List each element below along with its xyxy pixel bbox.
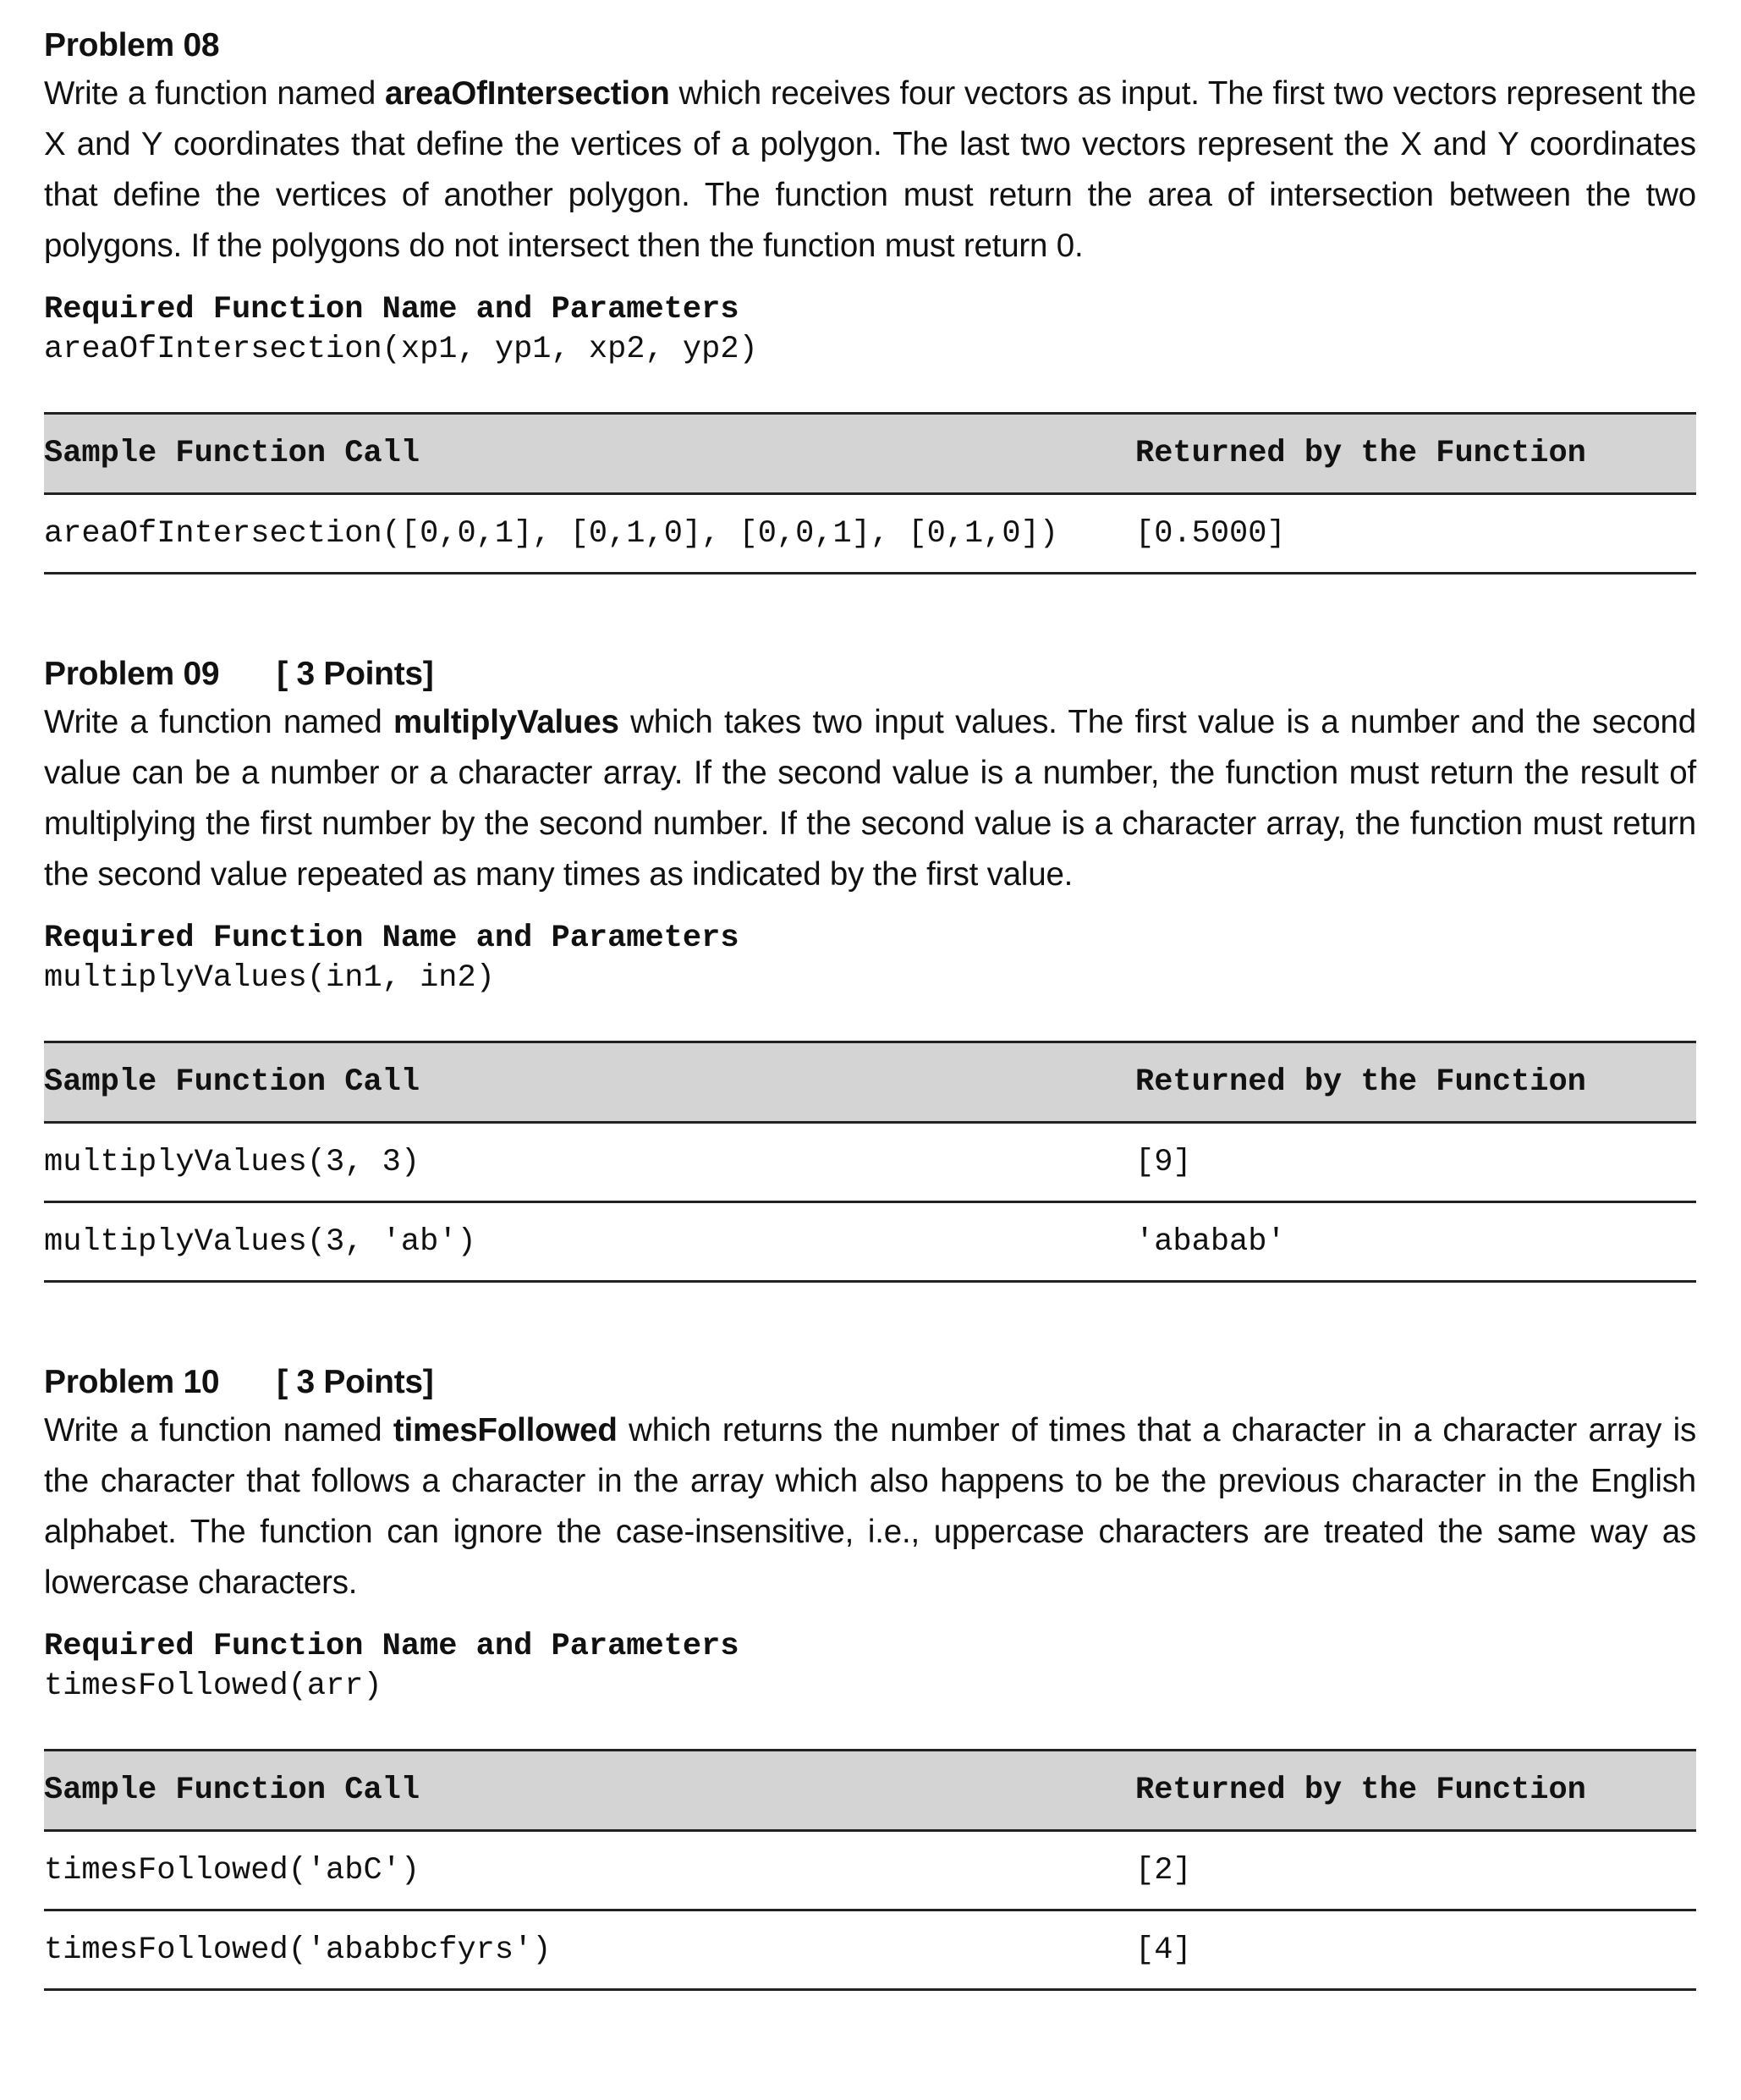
function-name: timesFollowed [393, 1412, 618, 1449]
table-row [44, 494, 1696, 574]
problem-title: Problem 10 [44, 1364, 220, 1400]
problem-description [44, 697, 1696, 900]
column-header-return: Returned by the Function [1135, 1042, 1696, 1123]
sample-table [44, 1041, 1696, 1283]
sample-return-cell: [4] [1135, 1910, 1696, 1990]
sample-return-cell: [9] [1135, 1123, 1696, 1202]
function-name: multiplyValues [393, 704, 619, 740]
problem-title: Problem 09 [44, 656, 220, 692]
document-page [44, 22, 1696, 1991]
table-header-row [44, 1042, 1696, 1123]
column-header-return: Returned by the Function [1135, 414, 1696, 494]
description-text: Write a function named [44, 1412, 393, 1449]
function-signature: multiplyValues(in1, in2) [44, 960, 495, 996]
table-row [44, 1910, 1696, 1990]
sample-table [44, 1749, 1696, 1991]
table-row [44, 1831, 1696, 1910]
table-row [44, 1202, 1696, 1282]
table-header-row [44, 1751, 1696, 1831]
problem-points: [ 3 Points] [277, 1364, 434, 1400]
problem-08 [44, 22, 1696, 574]
description-text: Write a function named [44, 75, 385, 112]
function-signature: areaOfIntersection(xp1, yp1, xp2, yp2) [44, 332, 758, 367]
column-header-call: Sample Function Call [44, 1751, 1135, 1831]
required-label: Required Function Name and Parameters [44, 292, 739, 327]
description-text: which takes two input values. The first value is a number and the second value can be a number or a character array. If the second value is a number, the function must return the result of multiplying the first number by the second number. If the second value is a character array, the function must return the second value repeated as many times as indicated by the first value. [44, 704, 1696, 893]
description-text: Write a function named [44, 704, 393, 740]
sample-return-cell: 'ababab' [1135, 1202, 1696, 1282]
function-signature: timesFollowed(arr) [44, 1668, 382, 1704]
column-header-call: Sample Function Call [44, 1042, 1135, 1123]
problem-09 [44, 651, 1696, 1283]
problem-points: [ 3 Points] [277, 656, 434, 692]
column-header-call: Sample Function Call [44, 414, 1135, 494]
required-label: Required Function Name and Parameters [44, 1629, 739, 1664]
column-header-return: Returned by the Function [1135, 1751, 1696, 1831]
function-name: areaOfIntersection [384, 75, 670, 112]
problem-title: Problem 08 [44, 27, 220, 63]
sample-return-cell: [2] [1135, 1831, 1696, 1910]
problem-header [44, 22, 1696, 69]
sample-call-cell: multiplyValues(3, 3) [44, 1123, 1135, 1202]
description-text: which receives four vectors as input. The first two vectors represent the X and Y coordinates that define the vertices of a polygon. The last two vectors represent the X and Y coordinates that define the vertices of another polygon. The function must return the area of intersection between the two polygons. If the polygons do not intersect then the function must return 0. [44, 75, 1696, 264]
problem-10 [44, 1359, 1696, 1991]
problem-description [44, 69, 1696, 272]
table-row [44, 1123, 1696, 1202]
description-text: which returns the number of times that a character in a character array is the character that follows a character in the array which also happens to be the previous character in the English alphabet. The function can ignore the case-insensitive, i.e., uppercase characters are treated the same way as lowercase characters. [44, 1412, 1696, 1601]
sample-return-cell: [0.5000] [1135, 494, 1696, 574]
table-header-row [44, 414, 1696, 494]
problem-header [44, 651, 1696, 697]
sample-call-cell: timesFollowed('ababbcfyrs') [44, 1910, 1135, 1990]
problem-header [44, 1359, 1696, 1405]
sample-table [44, 412, 1696, 574]
sample-call-cell: multiplyValues(3, 'ab') [44, 1202, 1135, 1282]
required-label: Required Function Name and Parameters [44, 921, 739, 956]
sample-call-cell: timesFollowed('abC') [44, 1831, 1135, 1910]
sample-call-cell: areaOfIntersection([0,0,1], [0,1,0], [0,0,1], [0,1,0]) [44, 494, 1135, 574]
problem-description [44, 1405, 1696, 1608]
